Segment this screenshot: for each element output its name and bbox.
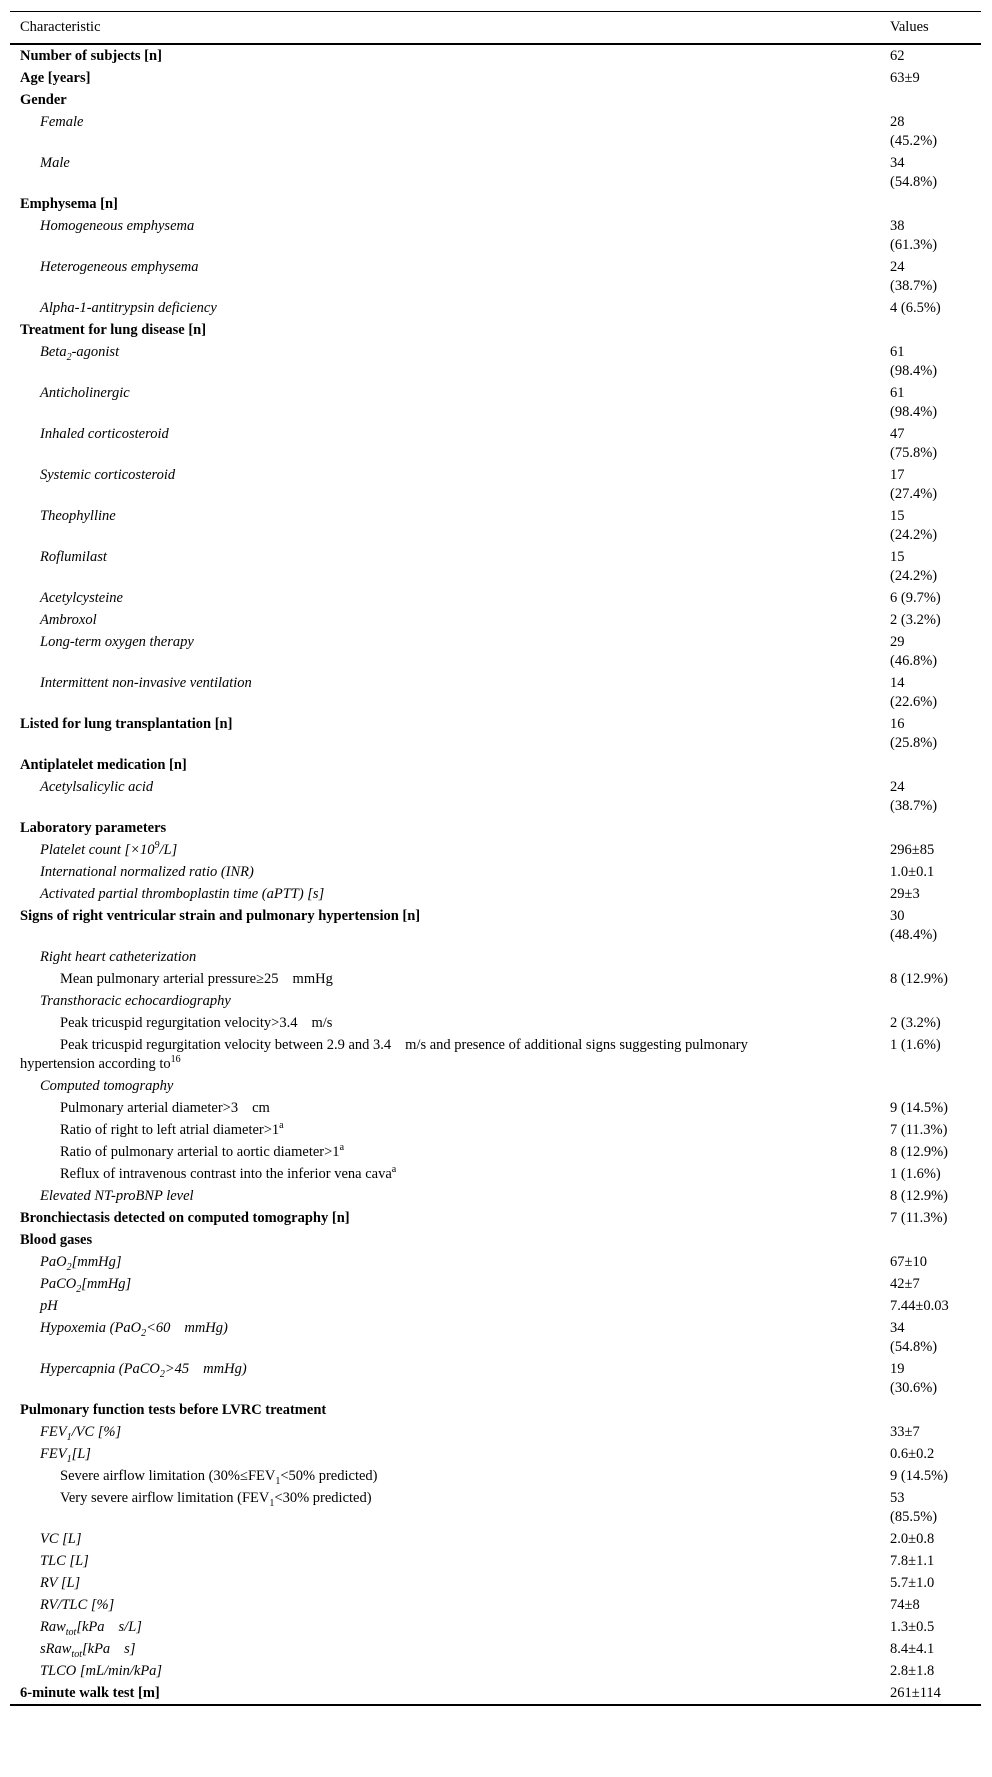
table-row [10, 464, 981, 505]
table-row [10, 111, 981, 152]
table-row [10, 672, 981, 713]
row-value: 14 (22.6%) [890, 675, 938, 710]
section-row [10, 1229, 981, 1251]
table-row [10, 1207, 981, 1229]
row-label: Signs of right ventricular strain and pulmonary hypertension [n] [20, 908, 421, 924]
table-row [10, 1443, 981, 1465]
subsection-label: Right heart catheterization [40, 949, 197, 965]
table-row [10, 1185, 981, 1207]
table-row [10, 505, 981, 546]
row-label: Male [40, 155, 70, 171]
row-label: Hypercapnia (PaCO$_2$>45 mmHg) [40, 1361, 247, 1380]
characteristics-table [10, 11, 981, 1706]
row-value: 53 (85.5%) [890, 1490, 938, 1525]
row-value: 1 (1.6%) [890, 1037, 941, 1053]
row-value: 47 (75.8%) [890, 426, 938, 461]
row-label: Acetylcysteine [40, 590, 123, 606]
table-row [10, 256, 981, 297]
row-value: 15 (24.2%) [890, 508, 938, 543]
table-row [10, 631, 981, 672]
table-row [10, 776, 981, 817]
section-row [10, 817, 981, 839]
row-value: 34 (54.8%) [890, 155, 938, 190]
row-value: 261±114 [880, 1682, 981, 1705]
row-label: Alpha-1-antitrypsin deficiency [40, 300, 217, 316]
row-label: Anticholinergic [40, 385, 130, 401]
row-label: Reflux of intravenous contrast into the inferior vena cava$^a$ [60, 1164, 397, 1182]
row-value: 17 (27.4%) [890, 467, 938, 502]
row-label: Roflumilast [40, 549, 107, 565]
row-label: Elevated NT-proBNP level [40, 1188, 194, 1204]
table-row [10, 1594, 981, 1616]
row-value: 7 (11.3%) [890, 1210, 948, 1226]
subsection-label: Transthoracic echocardiography [40, 993, 231, 1009]
row-label: Very severe airflow limitation ($FEV_1<30\%$ predicted) [60, 1490, 372, 1509]
table-row [10, 1528, 981, 1550]
table-row [10, 1465, 981, 1487]
section-row [10, 1399, 981, 1421]
table-row [10, 1295, 981, 1317]
table-row [10, 968, 981, 990]
row-value: 33±7 [890, 1424, 920, 1440]
row-value: 74±8 [890, 1597, 920, 1613]
table-row [10, 1273, 981, 1295]
row-value: 29 (46.8%) [890, 634, 938, 669]
table-row [10, 1660, 981, 1682]
table-row [10, 1550, 981, 1572]
table-row [10, 1638, 981, 1660]
row-value: 38 (61.3%) [890, 218, 938, 253]
row-label: International normalized ratio (INR) [40, 864, 254, 880]
row-label: Platelet count $[\times 10^9/L]$ [40, 840, 178, 858]
row-value: 8 (12.9%) [890, 971, 948, 987]
row-value: 4 (6.5%) [890, 300, 941, 316]
section-row [10, 319, 981, 341]
table-row [10, 215, 981, 256]
row-value: 8 (12.9%) [890, 1188, 948, 1204]
row-value: 63±9 [890, 70, 920, 86]
row-value: 34 (54.8%) [890, 1320, 938, 1355]
row-label: Peak tricuspid regurgitation velocity between 2.9 and 3.4 m/s and presence of additional signs suggesting pulmonary hypertension according $to^{16}$ [20, 1037, 748, 1072]
table-header-row [10, 12, 981, 45]
row-label: TLC [L] [40, 1553, 89, 1569]
row-label: Severe airflow limitation ($30\%\le FEV_1<50\%$ predicted) [60, 1468, 378, 1487]
row-value: 62 [890, 48, 905, 64]
row-value: 2.0±0.8 [890, 1531, 935, 1547]
row-label: Hypoxemia (PaO$_2$<60 mmHg) [40, 1320, 228, 1339]
row-label: Raw$_{tot}$[kPa s/L] [40, 1619, 142, 1638]
row-label: Long-term oxygen therapy [40, 634, 194, 650]
table-row [10, 609, 981, 631]
table-row [10, 883, 981, 905]
table-row [10, 382, 981, 423]
row-value: 16 (25.8%) [890, 716, 938, 751]
row-value: 24 (38.7%) [890, 779, 938, 814]
row-value: 24 (38.7%) [890, 259, 938, 294]
row-value: 2 (3.2%) [890, 1015, 941, 1031]
row-label: Ratio of right to left atrial $diameter>1^a$ [60, 1120, 284, 1138]
row-label: pH [40, 1298, 58, 1314]
characteristics-table-container [10, 11, 981, 1706]
row-label: TLCO [mL/min/kPa] [40, 1663, 163, 1679]
section-row [10, 754, 981, 776]
table-row [10, 1034, 981, 1075]
row-value: 8.4±4.1 [890, 1641, 935, 1657]
row-value: 8 (12.9%) [890, 1144, 948, 1160]
subsection-row [10, 990, 981, 1012]
table-row [10, 1163, 981, 1185]
row-value: 2 (3.2%) [890, 612, 941, 628]
row-label: RV [L] [40, 1575, 81, 1591]
section-label: Antiplatelet medication [n] [20, 757, 187, 773]
row-label: Bronchiectasis detected on computed tomography [n] [20, 1210, 350, 1226]
table-row [10, 1317, 981, 1358]
row-label: Acetylsalicylic acid [40, 779, 154, 795]
row-label: Ratio of pulmonary arterial to aortic $diameter>1^a$ [60, 1142, 345, 1160]
row-label: Homogeneous emphysema [40, 218, 195, 234]
table-row [10, 67, 981, 89]
row-value: 2.8±1.8 [890, 1663, 935, 1679]
row-value: 1.0±0.1 [890, 864, 935, 880]
row-label: 6-minute walk test [m] [10, 1682, 880, 1705]
row-label: Activated partial thromboplastin time (aPTT) [s] [40, 886, 325, 902]
row-value: 61 (98.4%) [890, 344, 938, 379]
table-row [10, 152, 981, 193]
table-row [10, 713, 981, 754]
row-label: Listed for lung transplantation [n] [20, 716, 233, 732]
subsection-row [10, 946, 981, 968]
row-label: Peak tricuspid regurgitation velocity>3.4 m/s [60, 1015, 333, 1031]
row-value: 296±85 [890, 842, 935, 858]
table-row [10, 546, 981, 587]
row-label: Ambroxol [40, 612, 97, 628]
table-row [10, 1421, 981, 1443]
table-row [10, 1119, 981, 1141]
section-label: Pulmonary function tests before LVRC treatment [20, 1402, 327, 1418]
row-value: 9 (14.5%) [890, 1100, 948, 1116]
row-label: PaO$_2$[mmHg] [40, 1254, 122, 1273]
row-label: RV/TLC [%] [40, 1597, 115, 1613]
table-row [10, 587, 981, 609]
row-label: Heterogeneous emphysema [40, 259, 199, 275]
section-label: Emphysema [n] [20, 196, 118, 212]
table-row [10, 839, 981, 861]
row-value: 6 (9.7%) [890, 590, 941, 606]
row-value: 1 (1.6%) [890, 1166, 941, 1182]
row-label: Theophylline [40, 508, 116, 524]
row-value: 7.8±1.1 [890, 1553, 935, 1569]
header-values: Values [880, 12, 981, 45]
subsection-row [10, 1075, 981, 1097]
table-row [10, 861, 981, 883]
row-value: 19 (30.6%) [890, 1361, 938, 1396]
table-row [10, 1572, 981, 1594]
table-row [10, 341, 981, 382]
table-row [10, 1358, 981, 1399]
table-row [10, 297, 981, 319]
table-row [10, 1012, 981, 1034]
row-value: 0.6±0.2 [890, 1446, 935, 1462]
row-label: VC [L] [40, 1531, 82, 1547]
section-label: Gender [20, 92, 67, 108]
table-row [10, 905, 981, 946]
row-label: Beta$_2$-agonist [40, 344, 120, 363]
row-label: PaCO$_2$[mmHg] [40, 1276, 132, 1295]
row-value: 5.7±1.0 [890, 1575, 935, 1591]
subsection-label: Computed tomography [40, 1078, 174, 1094]
row-label: Systemic corticosteroid [40, 467, 176, 483]
row-value: 30 (48.4%) [890, 908, 938, 943]
row-label: Female [40, 114, 84, 130]
row-value: 61 (98.4%) [890, 385, 938, 420]
row-value: 28 (45.2%) [890, 114, 938, 149]
table-row [10, 1251, 981, 1273]
row-label: Number of subjects [n] [20, 48, 162, 64]
table-row [10, 1682, 981, 1705]
row-value: 9 (14.5%) [890, 1468, 948, 1484]
section-label: Laboratory parameters [20, 820, 167, 836]
row-value: 42±7 [890, 1276, 920, 1292]
table-row [10, 423, 981, 464]
section-row [10, 193, 981, 215]
row-label: Intermittent non-invasive ventilation [40, 675, 252, 691]
row-label: $FEV_1[L]$ [40, 1446, 91, 1465]
row-label: Age [years] [20, 70, 91, 86]
row-value: 1.3±0.5 [890, 1619, 935, 1635]
section-row [10, 89, 981, 111]
row-value: 29±3 [890, 886, 920, 902]
row-label: Mean pulmonary arterial pressure≥25 mmHg [60, 971, 333, 987]
table-row [10, 1487, 981, 1528]
table-row [10, 1141, 981, 1163]
table-row [10, 44, 981, 67]
row-label: Inhaled corticosteroid [40, 426, 169, 442]
header-characteristic: Characteristic [10, 12, 880, 45]
row-label: sRaw$_{tot}$[kPa s] [40, 1641, 136, 1660]
table-row [10, 1097, 981, 1119]
row-label: $FEV_1/VC$ [%] [40, 1424, 122, 1443]
row-value: 67±10 [890, 1254, 927, 1270]
row-value: 7.44±0.03 [890, 1298, 949, 1314]
section-label: Blood gases [20, 1232, 93, 1248]
section-label: Treatment for lung disease [n] [20, 322, 207, 338]
row-value: 15 (24.2%) [890, 549, 938, 584]
table-row [10, 1616, 981, 1638]
row-label: Pulmonary arterial diameter>3 cm [60, 1100, 270, 1116]
row-value: 7 (11.3%) [890, 1122, 948, 1138]
